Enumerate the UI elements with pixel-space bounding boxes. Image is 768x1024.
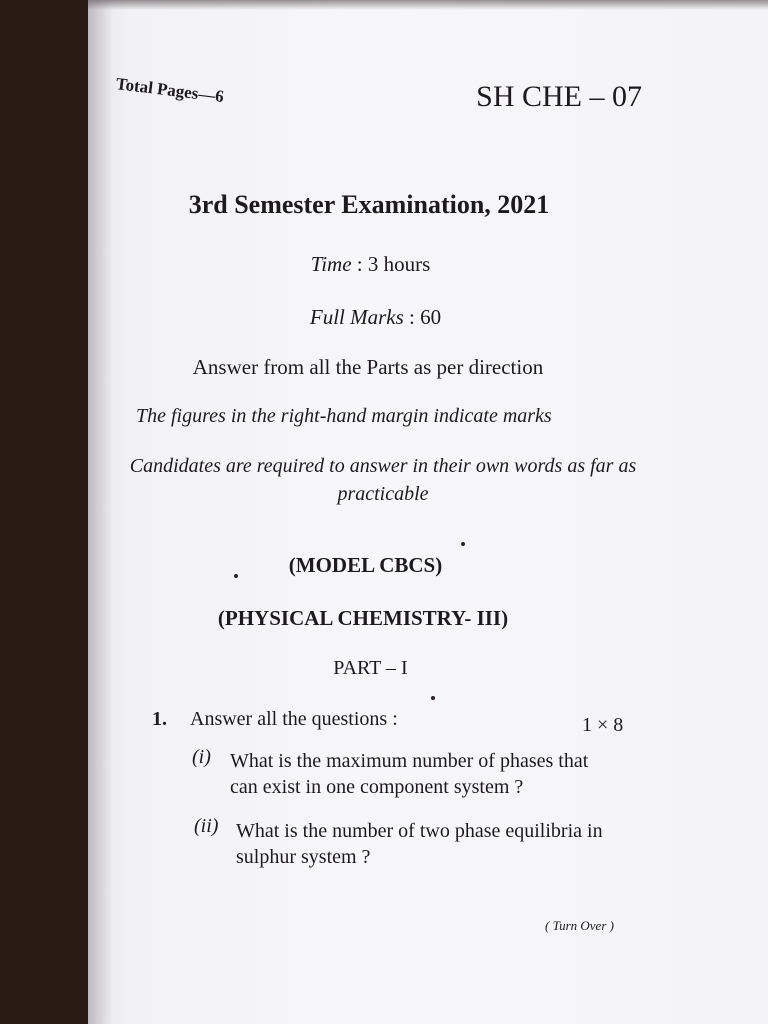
instruction-answer-all: Answer from all the Parts as per direction bbox=[192, 355, 544, 379]
sub-question-label: (i) bbox=[192, 746, 211, 768]
ink-speck bbox=[461, 542, 465, 546]
full-marks-value: : 60 bbox=[409, 305, 442, 329]
left-edge-shadow bbox=[88, 0, 112, 1024]
instruction-candidates: Candidates are required to answer in their own words as far as practicable bbox=[129, 455, 637, 505]
model-cbcs: (MODEL CBCS) bbox=[288, 553, 443, 577]
full-marks bbox=[88, 305, 663, 330]
sub-question-text: What is the maximum number of phases that can exist in one component system ? bbox=[230, 750, 589, 798]
total-pages: Total Pages—6 bbox=[114, 74, 225, 107]
sub-question-text: What is the number of two phase equilibria in sulphur system ? bbox=[236, 820, 603, 868]
ink-speck bbox=[431, 696, 435, 700]
top-edge-shadow bbox=[88, 0, 768, 10]
time-value: : 3 hours bbox=[356, 252, 431, 276]
turn-over-note: ( Turn Over ) bbox=[545, 918, 614, 933]
exam-time bbox=[88, 252, 653, 277]
exam-paper-sheet bbox=[88, 0, 768, 1024]
question-marks: 1 × 8 bbox=[582, 714, 624, 736]
subject-title: (PHYSICAL CHEMISTRY- III) bbox=[217, 606, 509, 630]
question-number: 1. bbox=[152, 708, 167, 730]
time-label: Time bbox=[310, 252, 352, 276]
paper-code: SH CHE – 07 bbox=[476, 80, 642, 113]
full-marks-label: Full Marks bbox=[309, 305, 404, 329]
sub-question-label: (ii) bbox=[194, 815, 219, 837]
ink-speck bbox=[234, 574, 238, 578]
part-heading: PART – I bbox=[333, 657, 408, 679]
exam-title: 3rd Semester Examination, 2021 bbox=[188, 190, 550, 219]
instruction-figures: The figures in the right-hand margin indicate marks bbox=[136, 405, 552, 427]
question-text: Answer all the questions : bbox=[190, 708, 398, 730]
